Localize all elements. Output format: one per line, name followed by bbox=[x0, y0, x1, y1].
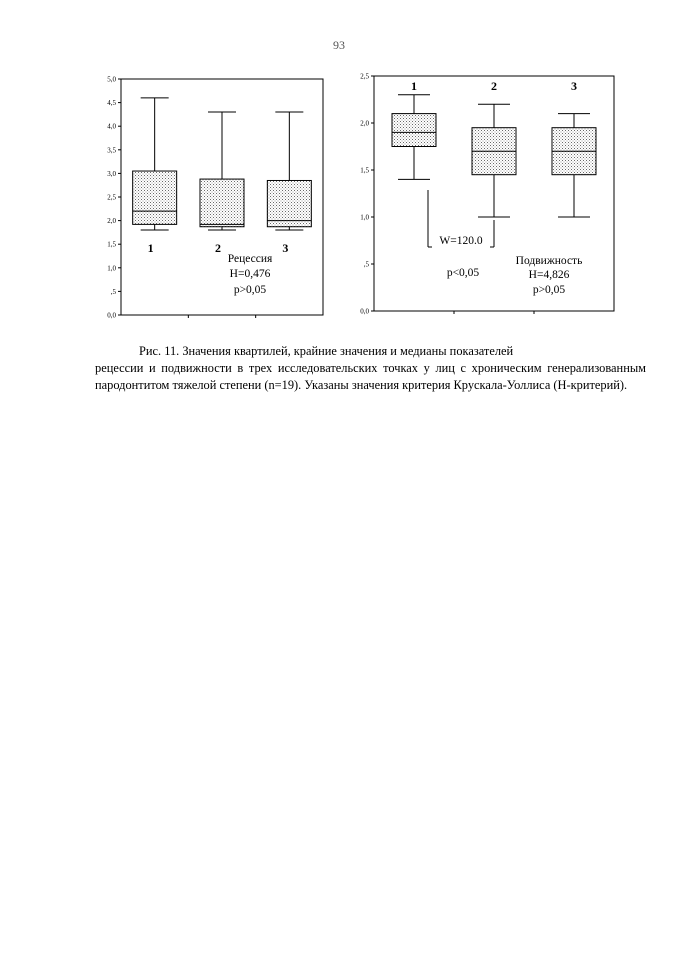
recession-label: Рецессия bbox=[227, 253, 273, 265]
recession-y-tick-label: 0,0 bbox=[107, 311, 116, 320]
recession-p-value: p>0,05 bbox=[233, 284, 267, 296]
recession-y-tick-label: 3,0 bbox=[107, 169, 116, 178]
recession-y-tick-label: 2,0 bbox=[107, 217, 116, 226]
recession-group-label-1: 1 bbox=[147, 241, 154, 256]
recession-box-3 bbox=[267, 180, 311, 226]
recession-group-label-3: 3 bbox=[282, 241, 289, 256]
mobility-h-value: H=4,826 bbox=[528, 269, 570, 281]
mobility-group-label-2: 2 bbox=[491, 79, 497, 93]
mobility-group-label-1: 1 bbox=[411, 79, 417, 93]
recession-box-1 bbox=[133, 171, 177, 224]
mobility-pairwise-p-value: p<0,05 bbox=[446, 267, 480, 279]
recession-h-value: H=0,476 bbox=[229, 268, 271, 280]
mobility-group-label-3: 3 bbox=[571, 79, 577, 93]
recession-y-tick-label: 1,5 bbox=[107, 240, 116, 249]
caption-rest: рецессии и подвижности в трех исследовательских точках у лиц с хроническим генерализованным пародонтитом тяжелой степени (n=19). Указаны значения критерия Крускала-Уоллиса (H-критерий). bbox=[95, 361, 646, 392]
recession-y-tick-label: 1,0 bbox=[107, 264, 116, 273]
recession-y-tick-label: 3,5 bbox=[107, 146, 116, 155]
mobility-y-tick-label: 1,5 bbox=[360, 166, 369, 175]
mobility-y-tick-label: 2,5 bbox=[360, 72, 369, 81]
recession-y-tick-label: ,5 bbox=[110, 287, 116, 296]
mobility-p-value: p>0,05 bbox=[532, 284, 566, 296]
recession-box-2 bbox=[200, 179, 244, 227]
mobility-boxplot-chart bbox=[352, 70, 622, 320]
mobility-box-1 bbox=[392, 114, 436, 147]
figure-caption bbox=[95, 343, 646, 394]
mobility-y-tick-label: 0,0 bbox=[360, 307, 369, 316]
recession-y-tick-label: 4,0 bbox=[107, 122, 116, 131]
recession-y-tick-label: 4,5 bbox=[107, 99, 116, 108]
mobility-label: Подвижность bbox=[515, 255, 583, 267]
mobility-y-tick-label: ,5 bbox=[363, 260, 369, 269]
page-number: 93 bbox=[333, 38, 345, 52]
recession-y-tick-label: 5,0 bbox=[107, 75, 116, 84]
recession-y-tick-label: 2,5 bbox=[107, 193, 116, 202]
mobility-y-tick-label: 2,0 bbox=[360, 119, 369, 128]
mobility-w-value: W=120.0 bbox=[439, 235, 483, 247]
recession-boxplot-chart bbox=[90, 70, 350, 320]
mobility-y-tick-label: 1,0 bbox=[360, 213, 369, 222]
recession-group-label-2: 2 bbox=[215, 241, 221, 256]
caption-line-1: Рис. 11. Значения квартилей, крайние значения и медианы показателей bbox=[139, 344, 514, 358]
